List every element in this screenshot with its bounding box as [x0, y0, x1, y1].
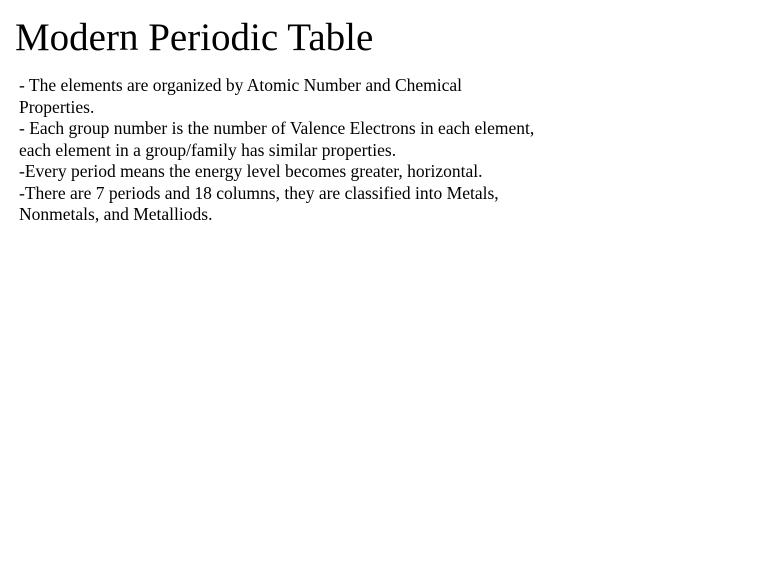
- slide-title: Modern Periodic Table: [15, 16, 374, 59]
- body-line: Nonmetals, and Metalliods.: [19, 204, 213, 224]
- slide-body: [19, 75, 534, 226]
- body-line: Properties.: [19, 96, 95, 117]
- body-line: - Each group number is the number of Valence Electrons in each element,: [19, 118, 535, 138]
- body-line: -Every period means the energy level becomes greater, horizontal.: [19, 161, 483, 181]
- body-line: - The elements are organized by Atomic Number and Chemical: [19, 75, 463, 95]
- body-line: each element in a group/family has similar properties.: [19, 139, 397, 160]
- body-line: -There are 7 periods and 18 columns, they are classified into Metals,: [19, 182, 499, 203]
